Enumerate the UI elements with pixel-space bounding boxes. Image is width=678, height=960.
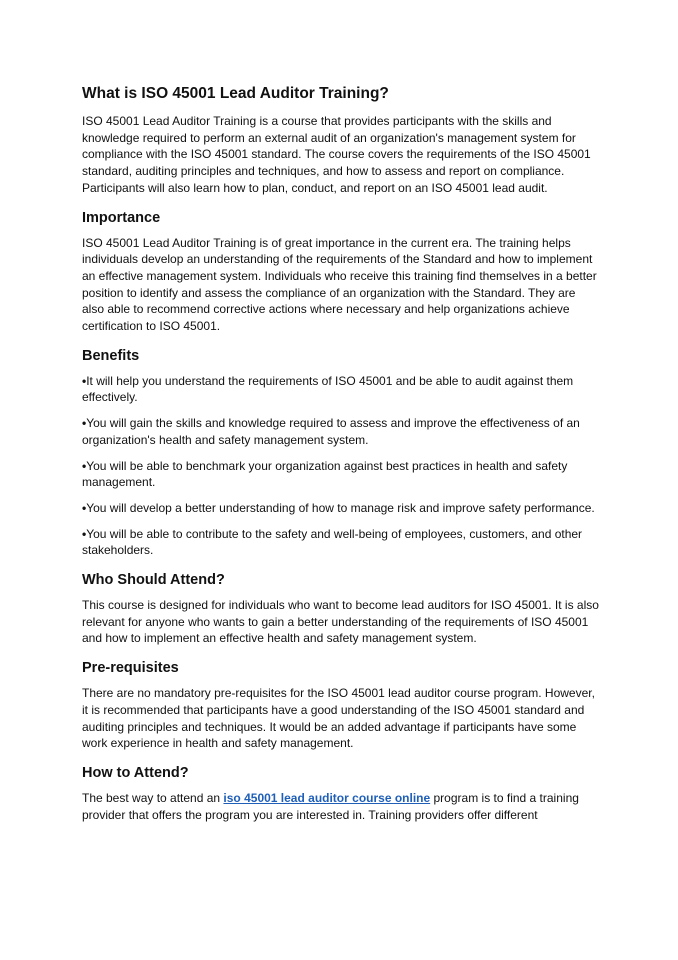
how-to-attend-text-before: The best way to attend an (82, 790, 224, 805)
benefit-item (82, 458, 600, 491)
course-online-link[interactable]: iso 45001 lead auditor course online (223, 790, 431, 805)
benefit-item (82, 526, 600, 559)
benefit-item (82, 373, 600, 406)
bullet-icon: • (82, 500, 87, 515)
importance-paragraph: ISO 45001 Lead Auditor Training is of great importance in the current era. The training helps individuals develop an understanding of the requirements of the Standard and how to implement an effective management system. Individuals who receive this training find themselves in a better position to identify and assess the compliance of an organization with the Standard. They are also able to recommend corrective actions where necessary and help organizations achieve certification to ISO 45001. (82, 235, 597, 334)
how-to-attend-heading: How to Attend? (82, 764, 189, 781)
importance-heading: Importance (82, 209, 161, 226)
benefit-text: You will be able to contribute to the safety and well-being of employees, customers, and other stakeholders. (82, 526, 583, 558)
benefits-list (82, 373, 600, 559)
how-to-attend-text-after: program is to find a training provider that offers the program you are interested in. Training providers offer different (82, 790, 579, 822)
intro-paragraph: ISO 45001 Lead Auditor Training is a course that provides participants with the skills and knowledge required to perform an external audit of an organization's management system for compliance with the ISO 45001 standard. The course covers the requirements of the ISO 45001 standard, auditing principles and techniques, and how to assess and report on compliance. Participants will also learn how to plan, conduct, and report on an ISO 45001 lead audit. (82, 114, 591, 195)
bullet-icon: • (82, 373, 87, 388)
page-title: What is ISO 45001 Lead Auditor Training? (82, 85, 389, 102)
bullet-icon: • (82, 416, 87, 431)
benefit-text: You will gain the skills and knowledge required to assess and improve the effectiveness of an organization's health and safety management system. (82, 416, 580, 447)
bullet-icon: • (82, 526, 87, 541)
document-page (82, 84, 600, 823)
benefit-item (82, 415, 600, 448)
prerequisites-heading: Pre-requisites (82, 660, 179, 677)
benefit-item (82, 500, 600, 517)
benefits-heading: Benefits (82, 347, 140, 364)
who-should-attend-heading: Who Should Attend? (82, 572, 225, 589)
benefit-text: You will develop a better understanding of how to manage risk and improve safety performance. (86, 500, 595, 515)
benefit-text: You will be able to benchmark your organization against best practices in health and safety management. (82, 458, 568, 490)
who-should-attend-paragraph: This course is designed for individuals who want to become lead auditors for ISO 45001. It is also relevant for anyone who wants to gain a better understanding of the requirements of ISO 45001 and how to implement an effective health and safety management system. (82, 598, 599, 646)
how-to-attend-paragraph (82, 790, 600, 823)
benefit-text: It will help you understand the requirements of ISO 45001 and be able to audit against them effectively. (82, 373, 574, 405)
prerequisites-paragraph: There are no mandatory pre-requisites for the ISO 45001 lead auditor course program. However, it is recommended that participants have a good understanding of the ISO 45001 standard and auditing principles and techniques. It would be an added advantage if participants have some work experience in health and safety management. (82, 686, 595, 751)
bullet-icon: • (82, 458, 87, 473)
